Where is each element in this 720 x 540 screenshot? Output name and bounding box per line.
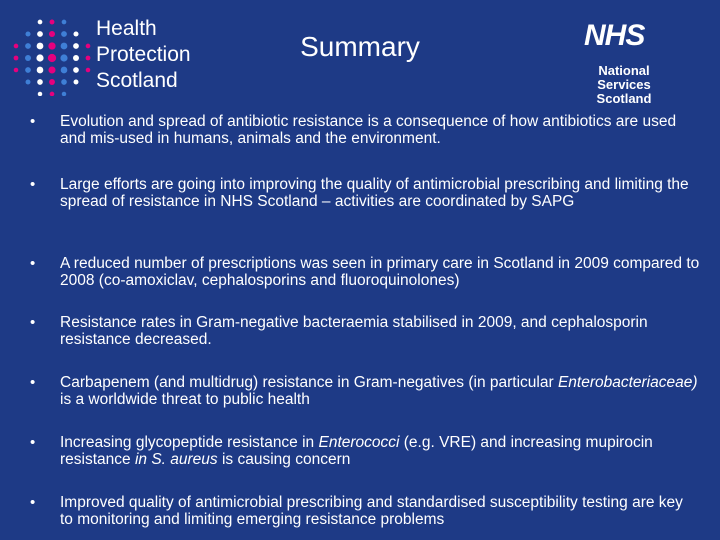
bullet-text-part: is causing concern (217, 451, 351, 468)
bullet-marker: • (30, 494, 36, 511)
bullet-marker: • (30, 434, 36, 451)
bullet-text-part: Large efforts are going into improving the quality of antimicrobial prescribing and limiting the spread of resistance in NHS Scotland – activities are coordinated by SAPG (60, 176, 689, 210)
bullet-text-part: A reduced number of prescriptions was seen in primary care in Scotland in 2009 compared to 2008 (co-amoxiclav, cephalosporins and fluoroquinolones) (60, 255, 700, 289)
bullet-marker: • (30, 374, 36, 391)
bullet-marker: • (30, 176, 36, 193)
nhs-logo-line-3: Scotland (596, 91, 652, 106)
bullet-marker: • (30, 113, 36, 130)
bullet-text-part: Improved quality of antimicrobial prescribing and standardised susceptibility testing are key to monitoring and limiting emerging resistance problems (60, 494, 683, 528)
bullet-text (60, 113, 700, 147)
bullet-text-part: Carbapenem (and multidrug) resistance in Gram-negatives (in particular (60, 374, 558, 391)
hps-logo-line-1: Health (96, 17, 157, 40)
hps-logo-line-2: Protection (96, 43, 191, 66)
bullet-text-italic: Enterobacteriaceae) (557, 374, 698, 391)
bullet-text (60, 314, 700, 348)
bullet-text-part: Resistance rates in Gram-negative bacteraemia stabilised in 2009, and cephalosporin resistance decreased. (60, 314, 648, 348)
bullet-text-italic: Enterococci (318, 434, 400, 451)
bullet-text-part: is a worldwide threat to public health (60, 391, 310, 408)
bullet-text (60, 494, 700, 528)
bullet-text-part: (e.g. VRE) and increasing mupirocin resistance (60, 434, 653, 468)
bullet-text (60, 374, 700, 408)
slide-title: Summary (300, 31, 420, 62)
bullet-text (60, 255, 700, 289)
bullet-text-part: Evolution and spread of antibiotic resistance is a consequence of how antibiotics are used and mis-used in humans, animals and the environment. (60, 113, 677, 147)
bullet-text-italic: in S. aureus (134, 451, 218, 468)
bullet-marker: • (30, 314, 36, 331)
bullet-marker: • (30, 255, 36, 272)
bullet-text (60, 176, 700, 210)
hps-logo-line-3: Scotland (96, 69, 178, 92)
nhs-logo-line-2: Services (597, 77, 651, 92)
bullet-text (60, 434, 700, 468)
bullet-text-part: Increasing glycopeptide resistance in (60, 434, 319, 451)
nhs-logo-line-1: National (598, 63, 650, 78)
nhs-badge: NHS (584, 19, 645, 52)
